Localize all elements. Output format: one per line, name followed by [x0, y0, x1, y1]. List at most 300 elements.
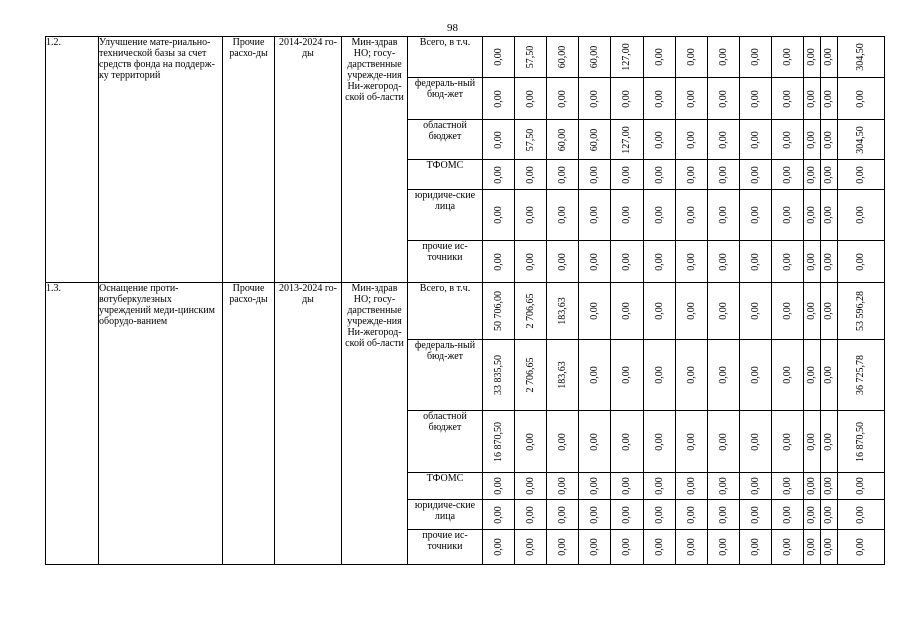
- amount-value: 60,00: [556, 128, 568, 151]
- amount-value: 0,00: [685, 366, 697, 384]
- value-cell: [676, 120, 708, 160]
- value-cell: [804, 530, 821, 565]
- value-cell: [772, 78, 804, 120]
- value-cell: [772, 241, 804, 283]
- amount-value: 0,00: [621, 89, 632, 108]
- value-cell: [676, 473, 708, 500]
- amount-value: 0,00: [823, 252, 834, 271]
- amount-value: 0,00: [806, 165, 817, 184]
- amount-value: 0,00: [492, 477, 504, 495]
- value-cell: [611, 411, 644, 473]
- value-cell: [821, 241, 838, 283]
- value-cell: [483, 78, 515, 120]
- value-cell: [611, 241, 644, 283]
- value-cell: [579, 411, 611, 473]
- funding-source-label: Всего, в т.ч.: [408, 37, 483, 78]
- amount-value: 304,50: [855, 125, 866, 154]
- value-cell: [740, 120, 772, 160]
- amount-value: 0,00: [781, 252, 793, 271]
- value-cell: [772, 190, 804, 241]
- amount-value: 0,00: [621, 252, 632, 271]
- value-cell: [821, 160, 838, 190]
- amount-value: 0,00: [653, 538, 665, 556]
- value-cell: [821, 473, 838, 500]
- amount-value: 0,00: [806, 89, 817, 108]
- value-cell: [838, 283, 885, 340]
- value-cell: [483, 120, 515, 160]
- value-cell: [644, 340, 676, 411]
- amount-value: 0,00: [781, 505, 793, 524]
- amount-value: 0,00: [588, 302, 600, 320]
- value-cell: [579, 340, 611, 411]
- value-cell: [644, 241, 676, 283]
- value-cell: [579, 241, 611, 283]
- amount-value: 0,00: [653, 477, 665, 495]
- value-cell: [838, 120, 885, 160]
- amount-value: 0,00: [806, 477, 817, 495]
- funding-source-label: юридиче-ские лица: [408, 500, 483, 530]
- amount-value: 0,00: [823, 538, 834, 556]
- amount-value: 60,00: [588, 128, 600, 151]
- value-cell: [740, 340, 772, 411]
- amount-value: 60,00: [588, 45, 600, 69]
- value-cell: [740, 500, 772, 530]
- value-cell: [772, 283, 804, 340]
- amount-value: 0,00: [749, 366, 761, 384]
- value-cell: [515, 37, 547, 78]
- funding-source-label: ТФОМС: [408, 160, 483, 190]
- amount-value: 16 870,50: [492, 421, 504, 462]
- value-cell: [611, 160, 644, 190]
- funding-source-label: Всего, в т.ч.: [408, 283, 483, 340]
- value-cell: [515, 160, 547, 190]
- table-row: [46, 37, 885, 78]
- value-cell: [821, 78, 838, 120]
- value-cell: [821, 340, 838, 411]
- amount-value: 0,00: [781, 89, 793, 108]
- amount-value: 60,00: [556, 45, 568, 69]
- value-cell: [708, 530, 740, 565]
- value-cell: [483, 37, 515, 78]
- value-cell: [483, 473, 515, 500]
- value-cell: [579, 160, 611, 190]
- value-cell: [708, 283, 740, 340]
- amount-value: 0,00: [855, 538, 866, 556]
- amount-value: 0,00: [806, 432, 817, 451]
- value-cell: [821, 120, 838, 160]
- amount-value: 0,00: [588, 366, 600, 384]
- amount-value: 0,00: [781, 302, 793, 320]
- value-cell: [772, 340, 804, 411]
- amount-value: 0,00: [621, 505, 632, 524]
- value-cell: [579, 37, 611, 78]
- amount-value: 0,00: [685, 432, 697, 451]
- amount-value: 0,00: [806, 538, 817, 556]
- value-cell: [821, 411, 838, 473]
- row-number-cell: 1.2.: [46, 37, 99, 283]
- amount-value: 0,00: [588, 538, 600, 556]
- amount-value: 0,00: [653, 252, 665, 271]
- amount-value: 0,00: [492, 89, 504, 108]
- value-cell: [515, 241, 547, 283]
- amount-value: 0,00: [781, 130, 793, 149]
- value-cell: [579, 283, 611, 340]
- value-cell: [838, 411, 885, 473]
- amount-value: 0,00: [621, 165, 632, 184]
- amount-value: 127,00: [621, 43, 632, 71]
- amount-value: 0,00: [492, 538, 504, 556]
- value-cell: [579, 78, 611, 120]
- amount-value: 0,00: [749, 89, 761, 108]
- amount-value: 0,00: [823, 206, 834, 224]
- value-cell: [483, 530, 515, 565]
- amount-value: 0,00: [524, 206, 536, 224]
- amount-value: 0,00: [781, 366, 793, 384]
- amount-value: 0,00: [556, 89, 568, 108]
- funding-source-label: федераль-ный бюд-жет: [408, 78, 483, 120]
- amount-value: 0,00: [749, 432, 761, 451]
- amount-value: 0,00: [823, 505, 834, 524]
- value-cell: [676, 411, 708, 473]
- value-cell: [644, 530, 676, 565]
- amount-value: 0,00: [524, 165, 536, 184]
- value-cell: [547, 530, 579, 565]
- amount-value: 0,00: [492, 48, 504, 66]
- measure-name-cell: Оснащение проти-вотуберкулезных учреждений меди-цинским оборудо-ванием: [99, 283, 223, 565]
- amount-value: 0,00: [781, 432, 793, 451]
- value-cell: [515, 120, 547, 160]
- amount-value: 0,00: [823, 366, 834, 384]
- amount-value: 0,00: [823, 89, 834, 108]
- value-cell: [611, 37, 644, 78]
- value-cell: [708, 340, 740, 411]
- value-cell: [676, 241, 708, 283]
- value-cell: [804, 283, 821, 340]
- amount-value: 0,00: [556, 477, 568, 495]
- amount-value: 0,00: [781, 477, 793, 495]
- amount-value: 0,00: [781, 206, 793, 224]
- amount-value: 0,00: [621, 477, 632, 495]
- amount-value: 0,00: [621, 302, 632, 320]
- value-cell: [804, 120, 821, 160]
- amount-value: 0,00: [653, 505, 665, 524]
- expense-type-cell: Прочие расхо-ды: [223, 283, 275, 565]
- amount-value: 0,00: [685, 252, 697, 271]
- amount-value: 0,00: [653, 89, 665, 108]
- value-cell: [676, 37, 708, 78]
- value-cell: [676, 78, 708, 120]
- amount-value: 0,00: [621, 366, 632, 384]
- value-cell: [676, 340, 708, 411]
- value-cell: [515, 530, 547, 565]
- value-cell: [611, 190, 644, 241]
- value-cell: [611, 473, 644, 500]
- executor-cell: Мин-здрав НО; госу-дарственные учрежде-ния Ни-жегород-ской об-ласти: [342, 283, 408, 565]
- amount-value: 57,50: [524, 45, 536, 69]
- value-cell: [821, 190, 838, 241]
- amount-value: 0,00: [781, 165, 793, 184]
- value-cell: [740, 473, 772, 500]
- value-cell: [515, 190, 547, 241]
- value-cell: [611, 530, 644, 565]
- value-cell: [644, 78, 676, 120]
- value-cell: [772, 473, 804, 500]
- value-cell: [804, 411, 821, 473]
- value-cell: [676, 500, 708, 530]
- value-cell: [644, 37, 676, 78]
- amount-value: 0,00: [556, 432, 568, 451]
- amount-value: 0,00: [717, 432, 729, 451]
- amount-value: 0,00: [524, 252, 536, 271]
- amount-value: 0,00: [685, 302, 697, 320]
- value-cell: [821, 530, 838, 565]
- amount-value: 0,00: [556, 505, 568, 524]
- funding-source-label: прочие ис-точники: [408, 241, 483, 283]
- amount-value: 0,00: [806, 48, 817, 66]
- value-cell: [483, 283, 515, 340]
- value-cell: [644, 500, 676, 530]
- amount-value: 0,00: [556, 165, 568, 184]
- amount-value: 0,00: [717, 252, 729, 271]
- funding-source-label: областной бюджет: [408, 120, 483, 160]
- amount-value: 0,00: [823, 302, 834, 320]
- amount-value: 0,00: [855, 206, 866, 224]
- measure-name-cell: Улучшение мате-риально-технической базы за счет средств фонда на поддерж-ку территорий: [99, 37, 223, 283]
- value-cell: [676, 530, 708, 565]
- value-cell: [804, 78, 821, 120]
- value-cell: [708, 37, 740, 78]
- amount-value: 57,50: [524, 128, 536, 151]
- amount-value: 0,00: [806, 130, 817, 149]
- amount-value: 0,00: [685, 165, 697, 184]
- value-cell: [740, 37, 772, 78]
- value-cell: [740, 78, 772, 120]
- value-cell: [483, 160, 515, 190]
- value-cell: [772, 530, 804, 565]
- value-cell: [547, 283, 579, 340]
- value-cell: [547, 160, 579, 190]
- implementation-period-cell: 2013-2024 го-ды: [275, 283, 342, 565]
- value-cell: [547, 500, 579, 530]
- value-cell: [740, 190, 772, 241]
- funding-source-label: прочие ис-точники: [408, 530, 483, 565]
- amount-value: 0,00: [685, 206, 697, 224]
- value-cell: [515, 411, 547, 473]
- amount-value: 0,00: [621, 206, 632, 224]
- amount-value: 0,00: [749, 302, 761, 320]
- amount-value: 0,00: [588, 477, 600, 495]
- amount-value: 0,00: [781, 538, 793, 556]
- value-cell: [821, 500, 838, 530]
- amount-value: 304,50: [855, 43, 866, 71]
- value-cell: [740, 411, 772, 473]
- amount-value: 0,00: [685, 89, 697, 108]
- amount-value: 0,00: [621, 538, 632, 556]
- amount-value: 0,00: [749, 538, 761, 556]
- amount-value: 0,00: [749, 165, 761, 184]
- expense-type-cell: Прочие расхо-ды: [223, 37, 275, 283]
- value-cell: [821, 283, 838, 340]
- value-cell: [644, 473, 676, 500]
- funding-source-label: юридиче-ские лица: [408, 190, 483, 241]
- amount-value: 0,00: [855, 505, 866, 524]
- value-cell: [740, 283, 772, 340]
- value-cell: [740, 160, 772, 190]
- amount-value: 0,00: [524, 505, 536, 524]
- amount-value: 0,00: [855, 165, 866, 184]
- amount-value: 0,00: [653, 302, 665, 320]
- value-cell: [515, 340, 547, 411]
- page-number: 98: [447, 22, 458, 34]
- amount-value: 0,00: [749, 477, 761, 495]
- value-cell: [483, 340, 515, 411]
- value-cell: [515, 500, 547, 530]
- amount-value: 0,00: [717, 538, 729, 556]
- value-cell: [483, 411, 515, 473]
- value-cell: [676, 283, 708, 340]
- value-cell: [708, 78, 740, 120]
- amount-value: 53 596,28: [855, 291, 866, 331]
- value-cell: [838, 241, 885, 283]
- amount-value: 2 706,65: [524, 293, 536, 329]
- value-cell: [804, 500, 821, 530]
- amount-value: 0,00: [556, 538, 568, 556]
- value-cell: [838, 473, 885, 500]
- amount-value: 2 706,65: [524, 357, 536, 393]
- amount-value: 0,00: [717, 206, 729, 224]
- amount-value: 0,00: [806, 302, 817, 320]
- amount-value: 0,00: [524, 477, 536, 495]
- value-cell: [708, 241, 740, 283]
- value-cell: [676, 190, 708, 241]
- value-cell: [579, 500, 611, 530]
- value-cell: [644, 120, 676, 160]
- value-cell: [838, 530, 885, 565]
- amount-value: 0,00: [717, 48, 729, 66]
- value-cell: [772, 160, 804, 190]
- amount-value: 0,00: [823, 130, 834, 149]
- amount-value: 0,00: [717, 89, 729, 108]
- amount-value: 0,00: [653, 165, 665, 184]
- amount-value: 50 706,00: [492, 291, 504, 331]
- value-cell: [804, 190, 821, 241]
- value-cell: [772, 37, 804, 78]
- amount-value: 0,00: [823, 48, 834, 66]
- amount-value: 183,63: [556, 297, 568, 325]
- value-cell: [804, 473, 821, 500]
- amount-value: 0,00: [806, 505, 817, 524]
- amount-value: 0,00: [749, 252, 761, 271]
- amount-value: 0,00: [855, 89, 866, 108]
- amount-value: 0,00: [588, 432, 600, 451]
- amount-value: 0,00: [588, 165, 600, 184]
- value-cell: [579, 530, 611, 565]
- amount-value: 0,00: [685, 130, 697, 149]
- value-cell: [644, 160, 676, 190]
- amount-value: 0,00: [749, 505, 761, 524]
- funding-source-label: областной бюджет: [408, 411, 483, 473]
- value-cell: [708, 473, 740, 500]
- amount-value: 0,00: [492, 165, 504, 184]
- value-cell: [644, 283, 676, 340]
- amount-value: 33 835,50: [492, 355, 504, 395]
- value-cell: [515, 283, 547, 340]
- value-cell: [838, 500, 885, 530]
- amount-value: 0,00: [823, 165, 834, 184]
- amount-value: 16 870,50: [855, 421, 866, 462]
- value-cell: [547, 120, 579, 160]
- value-cell: [547, 37, 579, 78]
- amount-value: 0,00: [588, 206, 600, 224]
- value-cell: [547, 473, 579, 500]
- amount-value: 0,00: [588, 252, 600, 271]
- value-cell: [708, 190, 740, 241]
- amount-value: 0,00: [749, 130, 761, 149]
- amount-value: 0,00: [492, 206, 504, 224]
- value-cell: [579, 120, 611, 160]
- amount-value: 0,00: [492, 505, 504, 524]
- amount-value: 0,00: [685, 538, 697, 556]
- amount-value: 0,00: [806, 252, 817, 271]
- amount-value: 0,00: [524, 538, 536, 556]
- amount-value: 0,00: [556, 252, 568, 271]
- value-cell: [708, 160, 740, 190]
- amount-value: 0,00: [653, 130, 665, 149]
- amount-value: 0,00: [806, 366, 817, 384]
- value-cell: [547, 241, 579, 283]
- value-cell: [838, 78, 885, 120]
- value-cell: [708, 500, 740, 530]
- amount-value: 0,00: [685, 48, 697, 66]
- executor-cell: Мин-здрав НО; госу-дарственные учрежде-ния Ни-жегород-ской об-ласти: [342, 37, 408, 283]
- amount-value: 0,00: [685, 505, 697, 524]
- value-cell: [838, 190, 885, 241]
- value-cell: [644, 411, 676, 473]
- value-cell: [772, 411, 804, 473]
- amount-value: 0,00: [621, 432, 632, 451]
- amount-value: 0,00: [685, 477, 697, 495]
- value-cell: [804, 241, 821, 283]
- amount-value: 0,00: [781, 48, 793, 66]
- table-row: [46, 283, 885, 340]
- value-cell: [611, 283, 644, 340]
- value-cell: [804, 37, 821, 78]
- value-cell: [821, 37, 838, 78]
- value-cell: [483, 500, 515, 530]
- value-cell: [740, 530, 772, 565]
- value-cell: [515, 473, 547, 500]
- value-cell: [579, 190, 611, 241]
- value-cell: [611, 120, 644, 160]
- amount-value: 0,00: [717, 505, 729, 524]
- value-cell: [483, 190, 515, 241]
- amount-value: 0,00: [588, 89, 600, 108]
- value-cell: [708, 411, 740, 473]
- value-cell: [515, 78, 547, 120]
- value-cell: [483, 241, 515, 283]
- amount-value: 0,00: [588, 505, 600, 524]
- value-cell: [838, 340, 885, 411]
- amount-value: 0,00: [717, 130, 729, 149]
- amount-value: 0,00: [556, 206, 568, 224]
- amount-value: 183,63: [556, 361, 568, 389]
- amount-value: 0,00: [653, 432, 665, 451]
- value-cell: [547, 190, 579, 241]
- value-cell: [676, 160, 708, 190]
- value-cell: [708, 120, 740, 160]
- value-cell: [740, 241, 772, 283]
- value-cell: [772, 500, 804, 530]
